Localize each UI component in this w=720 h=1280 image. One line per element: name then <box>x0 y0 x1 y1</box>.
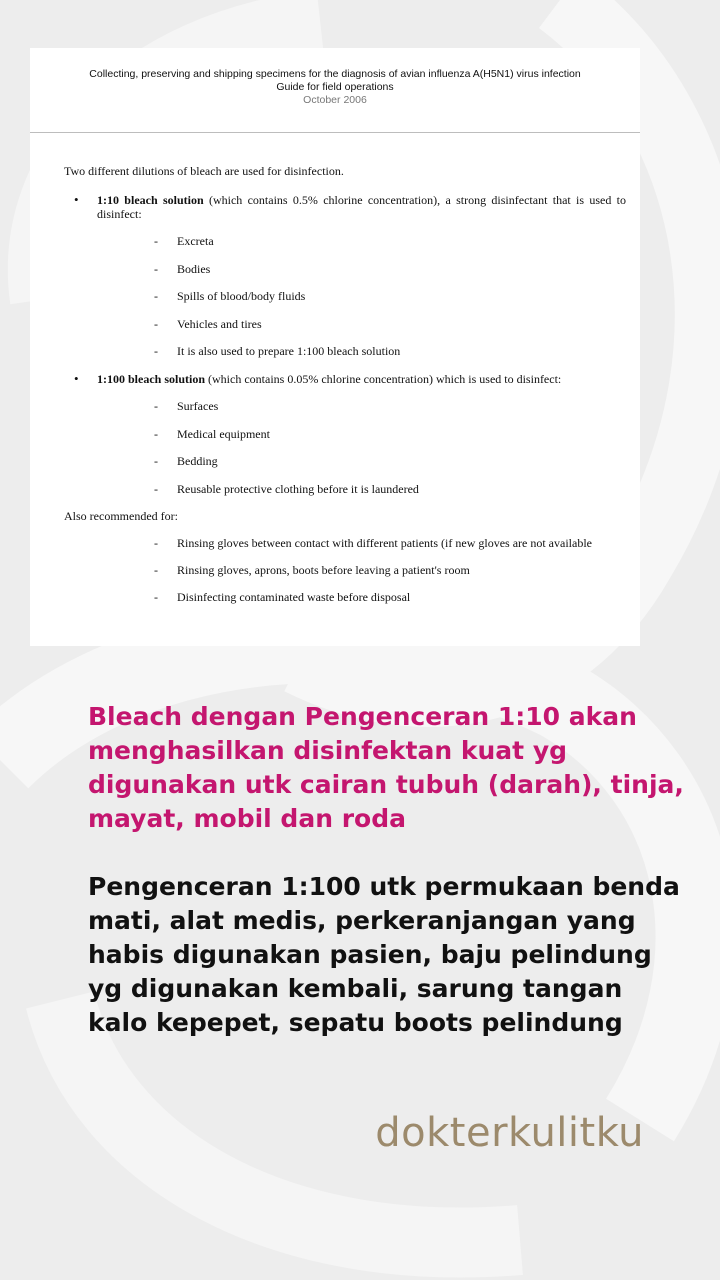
also-recommended-list <box>64 536 626 605</box>
bullet-1-10-solution <box>64 193 626 221</box>
list-item: - Bodies <box>154 261 211 276</box>
bullet-1-list <box>64 234 626 358</box>
list-item: - Reusable protective clothing before it is laundered <box>154 481 419 496</box>
list-item: - Medical equipment <box>154 426 270 441</box>
caption-black: Pengenceran 1:100 utk permukaan benda mati, alat medis, perkeranjangan yang habis digunakan pasien, baju pelindung yg digunakan kembali, sarung tangan kalo kepepet, sepatu boots pelindung <box>88 872 680 1037</box>
bullet-dot-icon: • <box>74 371 79 386</box>
document-title: Collecting, preserving and shipping specimens for the diagnosis of avian influenza A(H5N1) virus infection <box>89 68 581 80</box>
bullet-dot-icon: • <box>74 192 79 207</box>
list-item: - Excreta <box>154 234 214 248</box>
bullet-1-100-solution <box>64 372 626 386</box>
list-item: - Surfaces <box>154 399 219 413</box>
list-item: - Spills of blood/body fluids <box>154 289 306 303</box>
document-header <box>30 48 640 107</box>
caption-pink: Bleach dengan Pengenceran 1:10 akan menghasilkan disinfektan kuat yg digunakan utk cairan tubuh (darah), tinja, mayat, mobil dan roda <box>88 702 684 833</box>
list-item: - Bedding <box>154 454 218 468</box>
bullet-1-text: (which contains 0.5% chlorine concentration), a strong disinfectant that is used to disinfect: <box>97 193 627 221</box>
header-divider <box>30 132 640 133</box>
intro-paragraph: Two different dilutions of bleach are used for disinfection. <box>64 164 344 178</box>
brand-watermark: dokterkulitku <box>375 1110 644 1156</box>
bullet-1-bold: 1:10 bleach solution <box>97 193 204 207</box>
document-date: October 2006 <box>303 94 367 106</box>
also-recommended-label: Also recommended for: <box>64 508 178 523</box>
bullet-2-text: (which contains 0.05% chlorine concentration) which is used to disinfect: <box>205 372 562 386</box>
document-subtitle: Guide for field operations <box>276 81 394 93</box>
document-excerpt <box>30 48 640 646</box>
list-item: - Rinsing gloves between contact with different patients (if new gloves are not available <box>154 535 592 550</box>
bullet-2-list <box>64 399 626 496</box>
list-item: - Vehicles and tires <box>154 316 262 331</box>
list-item: - Disinfecting contaminated waste before disposal <box>154 590 411 604</box>
bullet-2-bold: 1:100 bleach solution <box>97 372 206 386</box>
document-body <box>64 164 626 604</box>
list-item: - It is also used to prepare 1:100 bleach solution <box>154 344 401 358</box>
list-item: - Rinsing gloves, aprons, boots before leaving a patient's room <box>154 562 470 577</box>
